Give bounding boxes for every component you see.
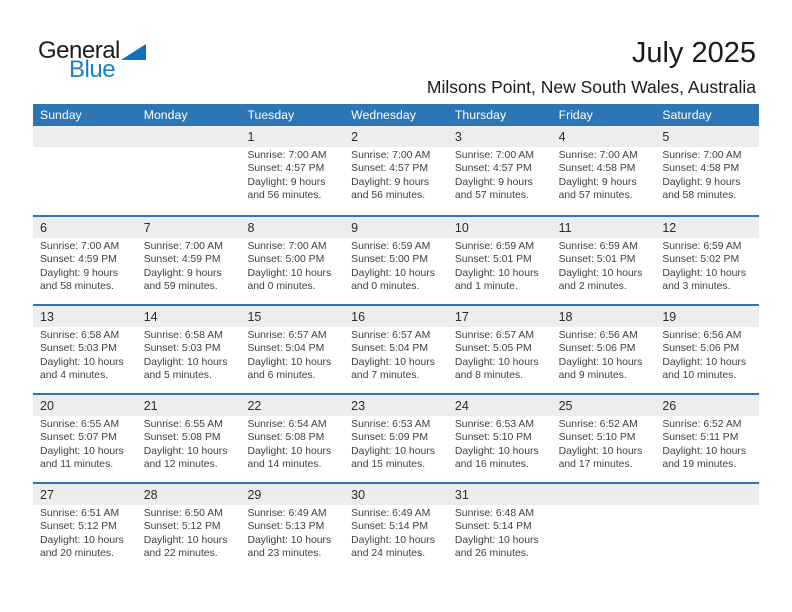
day-number: 15 — [240, 306, 344, 327]
day-info — [344, 416, 448, 472]
weekday-header-sunday: Sunday — [40, 108, 82, 122]
daylight-text: Daylight: 10 hours and 26 minutes. — [454, 534, 539, 560]
day-number: 16 — [344, 306, 448, 327]
day-cell — [344, 126, 448, 215]
weekday-header-wednesday: Wednesday — [351, 108, 416, 122]
day-cell — [552, 395, 656, 482]
daylight-text: Daylight: 10 hours and 24 minutes. — [351, 534, 435, 560]
daylight-text: Daylight: 10 hours and 16 minutes. — [454, 445, 539, 471]
daylight-text: Daylight: 10 hours and 14 minutes. — [247, 445, 332, 471]
day-number: 3 — [448, 126, 552, 147]
day-number: 13 — [33, 306, 137, 327]
day-number: 27 — [33, 484, 137, 505]
day-cell — [655, 217, 759, 304]
day-info — [33, 416, 137, 472]
day-number — [33, 126, 137, 147]
daylight-text: Daylight: 10 hours and 20 minutes. — [40, 534, 124, 560]
sunset-text: Sunset: 5:03 PM — [40, 343, 117, 355]
day-info — [552, 327, 656, 383]
sunset-text: Sunset: 5:01 PM — [454, 254, 532, 266]
sunset-text: Sunset: 5:12 PM — [143, 521, 221, 533]
day-number — [655, 484, 759, 505]
day-number: 28 — [137, 484, 241, 505]
day-cell — [448, 395, 552, 482]
sunset-text: Sunset: 5:04 PM — [247, 343, 325, 355]
sunset-text: Sunset: 5:11 PM — [662, 432, 739, 444]
day-cell — [33, 306, 137, 393]
sunrise-text: Sunrise: 6:55 AM — [143, 419, 223, 430]
sunset-text: Sunset: 4:57 PM — [247, 163, 325, 175]
logo-triangle-icon — [121, 44, 146, 60]
sunset-text: Sunset: 5:05 PM — [454, 343, 532, 355]
day-info — [655, 147, 759, 203]
sunrise-text: Sunrise: 6:51 AM — [40, 508, 120, 519]
sunrise-text: Sunrise: 6:53 AM — [454, 419, 535, 430]
weekday-header-tuesday: Tuesday — [247, 108, 295, 122]
day-info — [137, 147, 241, 149]
daylight-text: Daylight: 10 hours and 9 minutes. — [558, 356, 643, 382]
day-info — [240, 238, 344, 294]
sunrise-text: Sunrise: 7:00 AM — [351, 150, 431, 161]
sunset-text: Sunset: 5:07 PM — [40, 432, 117, 444]
day-number: 29 — [240, 484, 344, 505]
day-info — [655, 505, 759, 507]
sunrise-text: Sunrise: 6:59 AM — [558, 241, 638, 252]
day-cell — [448, 306, 552, 393]
sunset-text: Sunset: 5:00 PM — [247, 254, 325, 266]
sunrise-text: Sunrise: 6:59 AM — [454, 241, 535, 252]
sunset-text: Sunset: 4:57 PM — [454, 163, 532, 175]
day-cell — [552, 484, 656, 571]
daylight-text: Daylight: 9 hours and 59 minutes. — [143, 267, 222, 293]
day-info — [448, 327, 552, 383]
day-cell — [137, 395, 241, 482]
day-number — [552, 484, 656, 505]
sunset-text: Sunset: 5:00 PM — [351, 254, 428, 266]
day-cell — [552, 306, 656, 393]
daylight-text: Daylight: 10 hours and 17 minutes. — [558, 445, 643, 471]
day-number: 17 — [448, 306, 552, 327]
sunset-text: Sunset: 5:14 PM — [351, 521, 428, 533]
day-cell — [137, 126, 241, 215]
day-number: 19 — [655, 306, 759, 327]
day-info — [240, 147, 344, 203]
day-number: 21 — [137, 395, 241, 416]
day-number: 5 — [655, 126, 759, 147]
day-cell — [655, 395, 759, 482]
sunrise-text: Sunrise: 6:58 AM — [143, 330, 223, 341]
day-info — [344, 505, 448, 561]
sunrise-text: Sunrise: 6:54 AM — [247, 419, 327, 430]
week-row — [33, 393, 759, 482]
day-number: 20 — [33, 395, 137, 416]
day-info — [552, 505, 656, 507]
sunrise-text: Sunrise: 6:50 AM — [143, 508, 223, 519]
sunrise-text: Sunrise: 6:59 AM — [351, 241, 431, 252]
day-cell — [137, 306, 241, 393]
day-cell — [240, 395, 344, 482]
day-info — [33, 147, 137, 149]
sunset-text: Sunset: 5:10 PM — [454, 432, 532, 444]
day-info — [344, 327, 448, 383]
day-number: 23 — [344, 395, 448, 416]
day-number: 12 — [655, 217, 759, 238]
day-cell — [344, 306, 448, 393]
day-info — [33, 238, 137, 294]
day-cell — [240, 484, 344, 571]
daylight-text: Daylight: 9 hours and 57 minutes. — [558, 176, 637, 202]
day-number: 30 — [344, 484, 448, 505]
daylight-text: Daylight: 9 hours and 57 minutes. — [454, 176, 533, 202]
sunrise-text: Sunrise: 7:00 AM — [247, 150, 327, 161]
day-cell — [33, 126, 137, 215]
sunrise-text: Sunrise: 6:48 AM — [454, 508, 535, 519]
month-title: July 2025 — [631, 37, 756, 69]
general-blue-logo — [38, 38, 146, 83]
logo-text-general: General — [38, 37, 120, 64]
sunset-text: Sunset: 5:13 PM — [247, 521, 325, 533]
calendar-table — [33, 104, 759, 571]
day-number: 9 — [344, 217, 448, 238]
daylight-text: Daylight: 9 hours and 56 minutes. — [351, 176, 430, 202]
day-info — [33, 327, 137, 383]
day-info — [240, 416, 344, 472]
sunset-text: Sunset: 4:59 PM — [40, 254, 117, 266]
day-number: 14 — [137, 306, 241, 327]
day-cell — [448, 126, 552, 215]
daylight-text: Daylight: 9 hours and 58 minutes. — [40, 267, 118, 293]
sunrise-text: Sunrise: 6:52 AM — [662, 419, 742, 430]
sunrise-text: Sunrise: 6:53 AM — [351, 419, 431, 430]
sunset-text: Sunset: 5:08 PM — [143, 432, 221, 444]
sunrise-text: Sunrise: 6:56 AM — [558, 330, 638, 341]
day-info — [448, 505, 552, 561]
day-info — [448, 416, 552, 472]
day-cell — [240, 126, 344, 215]
day-info — [137, 416, 241, 472]
day-cell — [448, 217, 552, 304]
week-row — [33, 482, 759, 571]
day-cell — [655, 126, 759, 215]
sunset-text: Sunset: 5:10 PM — [558, 432, 636, 444]
daylight-text: Daylight: 10 hours and 19 minutes. — [662, 445, 747, 471]
day-number: 2 — [344, 126, 448, 147]
day-number — [137, 126, 241, 147]
daylight-text: Daylight: 9 hours and 56 minutes. — [247, 176, 326, 202]
daylight-text: Daylight: 10 hours and 1 minute. — [454, 267, 539, 293]
day-cell — [33, 484, 137, 571]
day-number: 7 — [137, 217, 241, 238]
daylight-text: Daylight: 10 hours and 15 minutes. — [351, 445, 435, 471]
day-number: 8 — [240, 217, 344, 238]
day-info — [137, 505, 241, 561]
day-cell — [655, 306, 759, 393]
sunset-text: Sunset: 4:58 PM — [558, 163, 636, 175]
day-info — [655, 416, 759, 472]
sunrise-text: Sunrise: 6:56 AM — [662, 330, 742, 341]
sunrise-text: Sunrise: 7:00 AM — [40, 241, 120, 252]
daylight-text: Daylight: 10 hours and 6 minutes. — [247, 356, 332, 382]
sunset-text: Sunset: 4:57 PM — [351, 163, 428, 175]
day-info — [33, 505, 137, 561]
daylight-text: Daylight: 10 hours and 22 minutes. — [143, 534, 228, 560]
weekday-header-friday: Friday — [558, 108, 593, 122]
day-cell — [344, 217, 448, 304]
week-row — [33, 126, 759, 215]
sunset-text: Sunset: 5:08 PM — [247, 432, 325, 444]
daylight-text: Daylight: 10 hours and 10 minutes. — [662, 356, 747, 382]
day-info — [448, 238, 552, 294]
sunrise-text: Sunrise: 6:49 AM — [351, 508, 431, 519]
sunset-text: Sunset: 5:06 PM — [558, 343, 636, 355]
daylight-text: Daylight: 10 hours and 12 minutes. — [143, 445, 228, 471]
sunset-text: Sunset: 5:02 PM — [662, 254, 740, 266]
day-number: 26 — [655, 395, 759, 416]
daylight-text: Daylight: 10 hours and 4 minutes. — [40, 356, 124, 382]
weekday-header-monday: Monday — [143, 108, 188, 122]
day-cell — [552, 126, 656, 215]
day-info — [552, 147, 656, 203]
daylight-text: Daylight: 9 hours and 58 minutes. — [662, 176, 741, 202]
daylight-text: Daylight: 10 hours and 5 minutes. — [143, 356, 228, 382]
daylight-text: Daylight: 10 hours and 3 minutes. — [662, 267, 747, 293]
weekday-header-thursday: Thursday — [454, 108, 507, 122]
day-number: 6 — [33, 217, 137, 238]
sunset-text: Sunset: 5:14 PM — [454, 521, 532, 533]
sunset-text: Sunset: 5:04 PM — [351, 343, 428, 355]
week-row — [33, 215, 759, 304]
day-number: 11 — [552, 217, 656, 238]
day-info — [240, 327, 344, 383]
week-row — [33, 304, 759, 393]
sunset-text: Sunset: 5:01 PM — [558, 254, 636, 266]
day-number: 10 — [448, 217, 552, 238]
weeks-container — [33, 126, 759, 571]
day-cell — [344, 484, 448, 571]
sunset-text: Sunset: 4:58 PM — [662, 163, 740, 175]
sunrise-text: Sunrise: 6:55 AM — [40, 419, 120, 430]
day-info — [137, 238, 241, 294]
sunrise-text: Sunrise: 6:57 AM — [351, 330, 431, 341]
day-cell — [137, 217, 241, 304]
day-info — [552, 238, 656, 294]
day-cell — [655, 484, 759, 571]
day-cell — [33, 395, 137, 482]
daylight-text: Daylight: 10 hours and 0 minutes. — [247, 267, 332, 293]
sunset-text: Sunset: 4:59 PM — [143, 254, 221, 266]
title-block — [427, 38, 756, 98]
day-info — [655, 327, 759, 383]
sunrise-text: Sunrise: 6:59 AM — [662, 241, 742, 252]
sunrise-text: Sunrise: 7:00 AM — [454, 150, 535, 161]
day-number: 22 — [240, 395, 344, 416]
day-info — [344, 147, 448, 203]
logo-text-blue: Blue — [69, 56, 116, 83]
day-cell — [137, 484, 241, 571]
sunset-text: Sunset: 5:06 PM — [662, 343, 740, 355]
sunrise-text: Sunrise: 6:49 AM — [247, 508, 327, 519]
day-number: 24 — [448, 395, 552, 416]
day-info — [137, 327, 241, 383]
daylight-text: Daylight: 10 hours and 23 minutes. — [247, 534, 332, 560]
daylight-text: Daylight: 10 hours and 0 minutes. — [351, 267, 435, 293]
sunrise-text: Sunrise: 7:00 AM — [247, 241, 327, 252]
location-subtitle: Milsons Point, New South Wales, Australia — [426, 77, 756, 97]
sunset-text: Sunset: 5:09 PM — [351, 432, 428, 444]
day-cell — [240, 217, 344, 304]
sunrise-text: Sunrise: 6:57 AM — [247, 330, 327, 341]
daylight-text: Daylight: 10 hours and 2 minutes. — [558, 267, 643, 293]
day-number: 18 — [552, 306, 656, 327]
day-cell — [240, 306, 344, 393]
day-number: 25 — [552, 395, 656, 416]
sunrise-text: Sunrise: 6:58 AM — [40, 330, 120, 341]
sunrise-text: Sunrise: 6:57 AM — [454, 330, 535, 341]
daylight-text: Daylight: 10 hours and 8 minutes. — [454, 356, 539, 382]
sunrise-text: Sunrise: 6:52 AM — [558, 419, 638, 430]
daylight-text: Daylight: 10 hours and 7 minutes. — [351, 356, 435, 382]
day-cell — [448, 484, 552, 571]
sunset-text: Sunset: 5:03 PM — [143, 343, 221, 355]
day-info — [240, 505, 344, 561]
weekday-header-row — [33, 104, 759, 126]
day-cell — [33, 217, 137, 304]
day-info — [448, 147, 552, 203]
day-info — [344, 238, 448, 294]
sunrise-text: Sunrise: 7:00 AM — [143, 241, 223, 252]
daylight-text: Daylight: 10 hours and 11 minutes. — [40, 445, 124, 471]
day-info — [655, 238, 759, 294]
sunset-text: Sunset: 5:12 PM — [40, 521, 117, 533]
sunrise-text: Sunrise: 7:00 AM — [558, 150, 638, 161]
sunrise-text: Sunrise: 7:00 AM — [662, 150, 742, 161]
day-number: 31 — [448, 484, 552, 505]
weekday-header-saturday: Saturday — [662, 108, 712, 122]
day-info — [552, 416, 656, 472]
day-cell — [344, 395, 448, 482]
day-number: 1 — [240, 126, 344, 147]
day-cell — [552, 217, 656, 304]
day-number: 4 — [552, 126, 656, 147]
